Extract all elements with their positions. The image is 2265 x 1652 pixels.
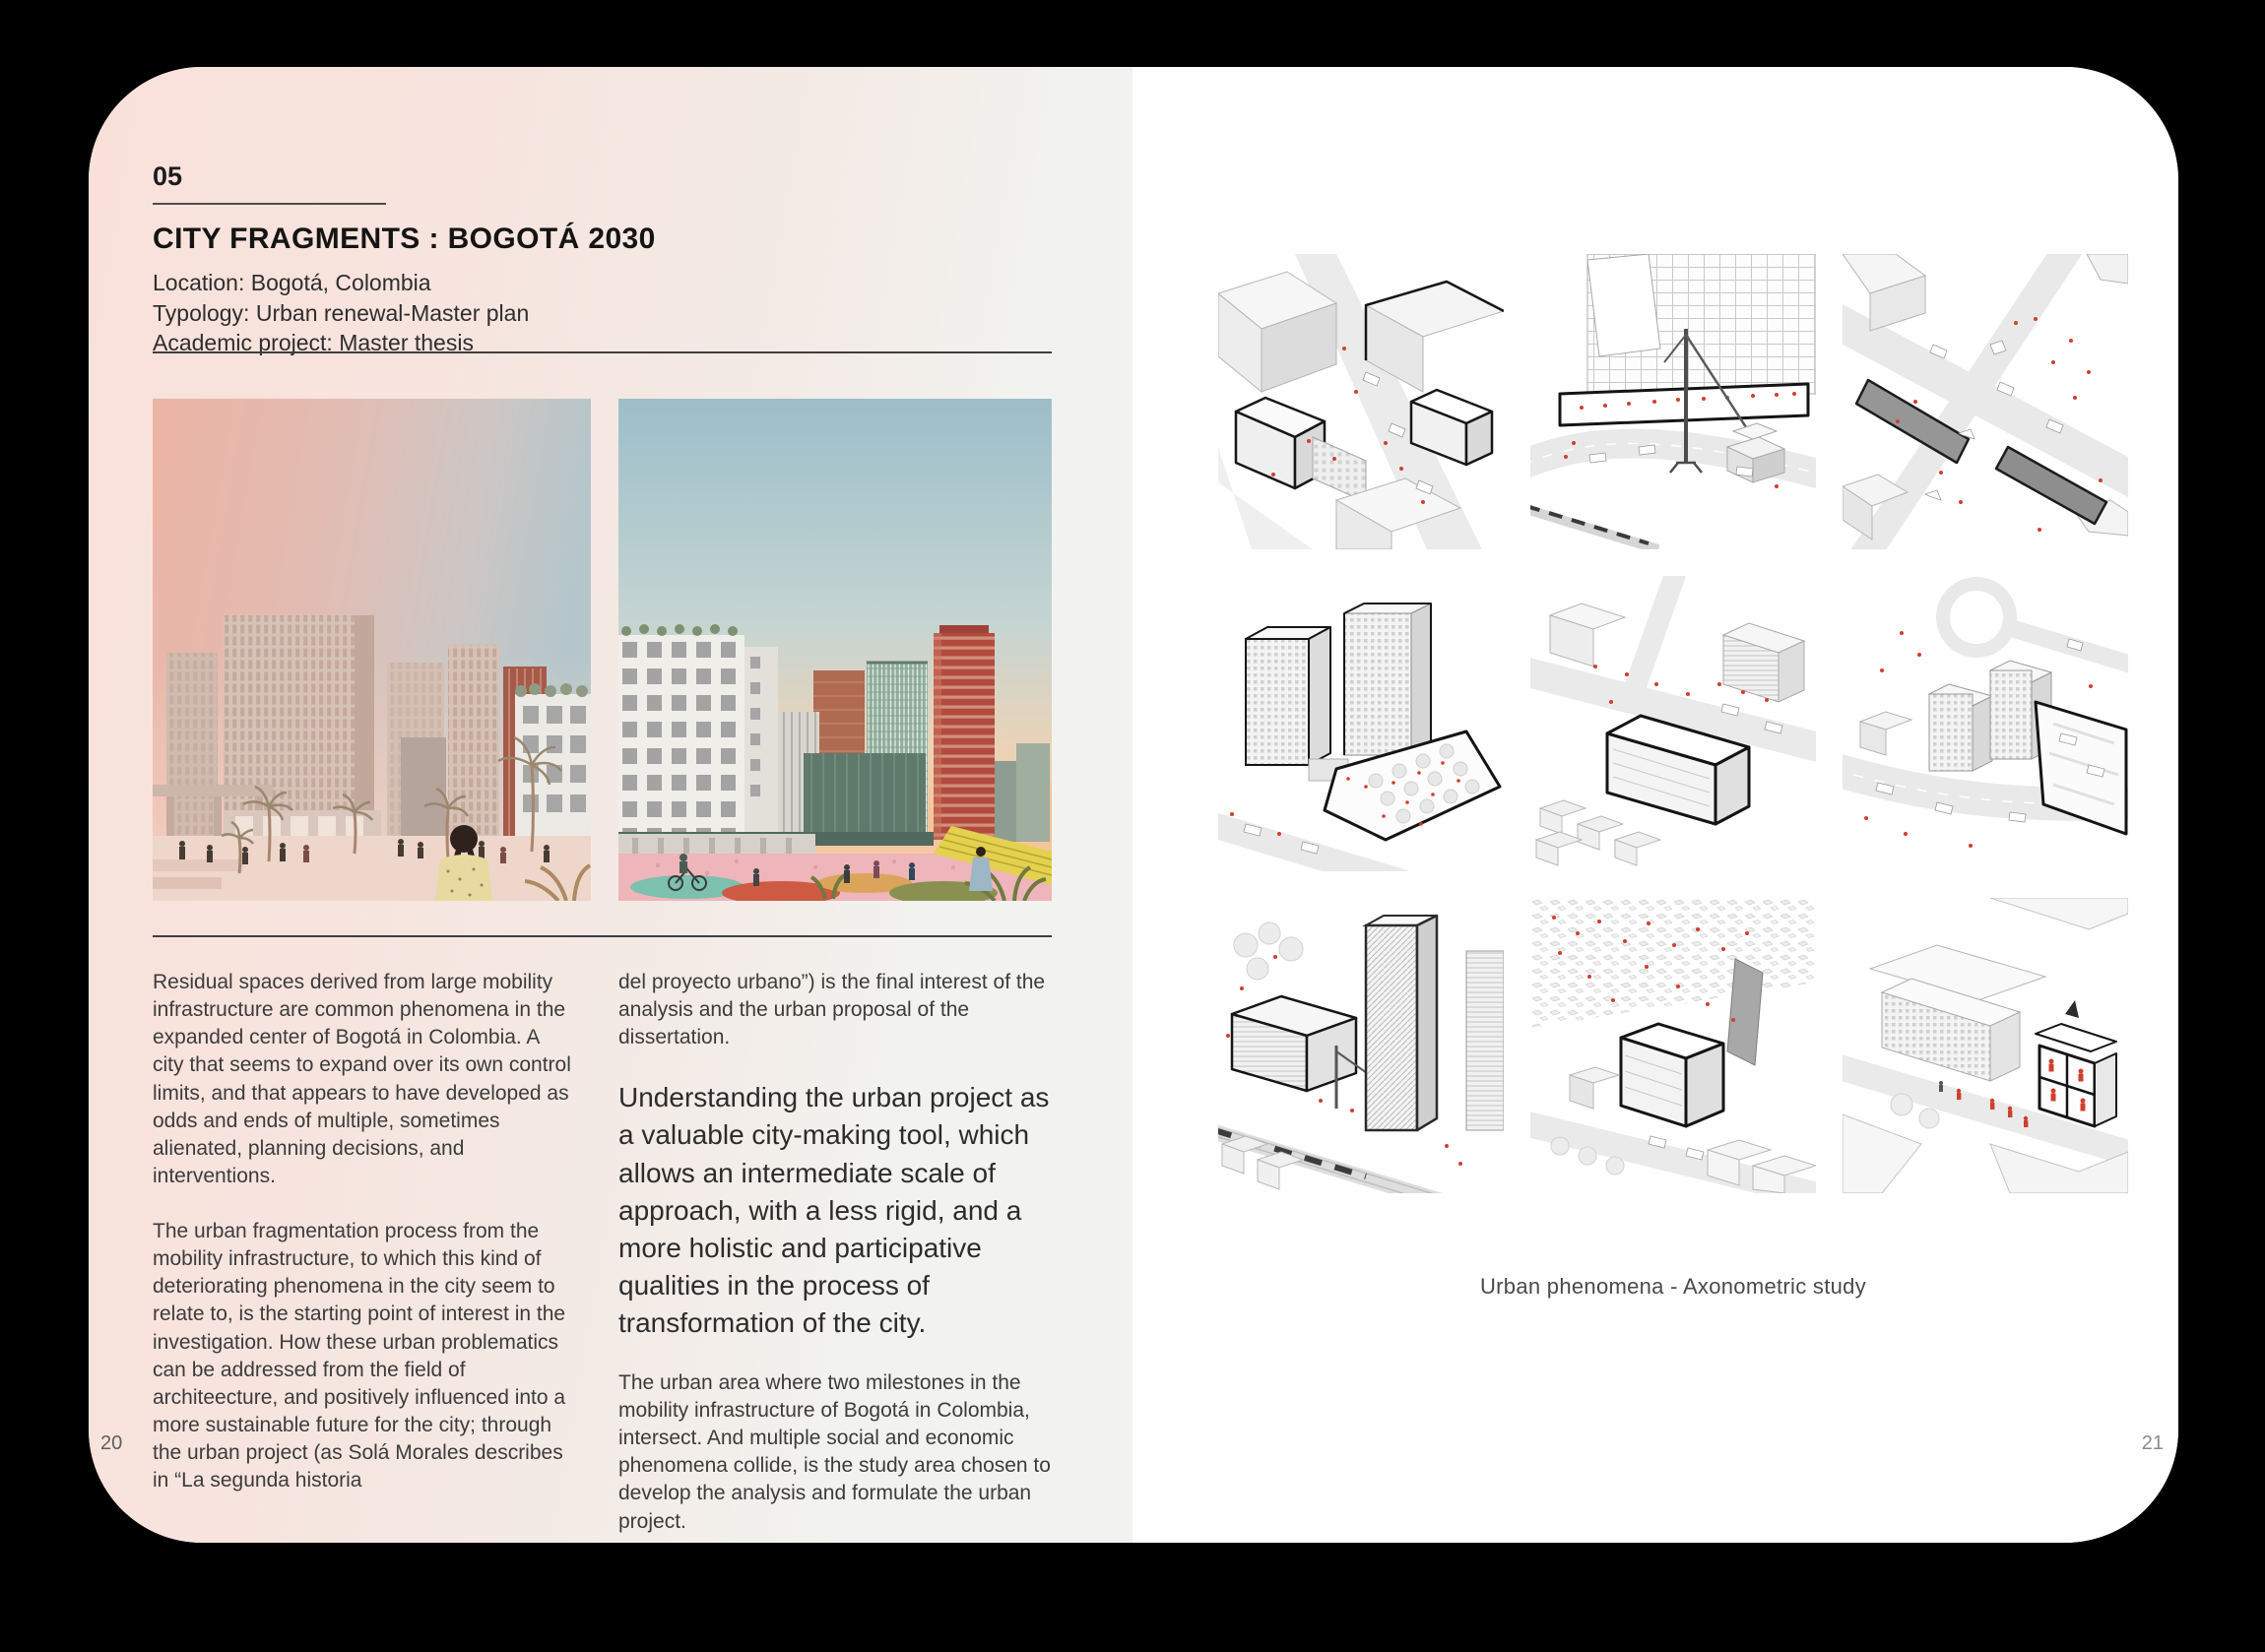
axonometric-study-1	[1218, 254, 1504, 549]
paragraph: Residual spaces derived from large mobility infrastructure are common phenomena in the expanded center of Bogotá in Colombia. A city that seems to expand over its own control limits, and that appears to have developed as odds and ends of multiple, sometimes alienated, planning decisions, and interventions.	[153, 971, 571, 1187]
project-index: 05	[153, 161, 183, 191]
paragraph: The urban area where two milestones in the mobility infrastructure of Bogotá in Colombia, intersect. And multiple social and economic phenomena collide, is the study area chosen to develop the analysis and formulate the urban project.	[618, 1370, 1051, 1533]
paragraph: The urban fragmentation process from the mobility infrastructure, to which this kind of deteriorating phenomena in the city seem to relate to, is the starting point of interest in the investigation. How these urban problematics can be addressed from the field of architeecture, and positively influenced into a more sustainable future for the city; through the urban project (as Solá Morales describes in “La segunda historia	[153, 1220, 566, 1493]
meta-academic: Academic project: Master thesis	[153, 330, 474, 356]
axonometric-study-8	[1530, 898, 1816, 1193]
axonometric-study-9	[1843, 898, 2128, 1193]
portfolio-spread	[89, 67, 2178, 1543]
axonometric-grid	[1218, 254, 2128, 1193]
page-number-left: 20	[100, 1432, 123, 1454]
axonometric-study-5	[1530, 576, 1816, 871]
axonometric-study-2	[1530, 254, 1816, 549]
body-column-2	[618, 969, 1052, 1543]
page-number-right: 21	[2141, 1432, 2164, 1454]
figure-plaza-render	[618, 399, 1052, 901]
pull-quote: Understanding the urban project as a valuable city-making tool, which allows an intermediate scale of approach, with a less rigid, and a more holistic and participative qualities in the process of transformation of the city.	[618, 1082, 1050, 1338]
body-column-1	[153, 969, 574, 1522]
axonometric-study-4	[1218, 576, 1504, 871]
axonometric-study-7	[1218, 898, 1504, 1193]
divider-top	[153, 351, 1052, 353]
meta-location: Location: Bogotá, Colombia	[153, 270, 431, 295]
axonometric-study-3	[1843, 254, 2128, 549]
meta-typology: Typology: Urban renewal-Master plan	[153, 299, 530, 326]
page-left	[89, 67, 1132, 1543]
page-right	[1132, 67, 2178, 1543]
street-render-illustration	[153, 399, 591, 901]
axonometric-study-6	[1843, 576, 2128, 871]
project-title: CITY FRAGMENTS : BOGOTÁ 2030	[153, 222, 656, 255]
project-meta	[153, 268, 529, 358]
figure-caption: Urban phenomena - Axonometric study	[1479, 1274, 1867, 1299]
figure-street-render	[153, 399, 591, 901]
index-underline	[153, 203, 386, 205]
plaza-render-illustration	[618, 399, 1052, 901]
paragraph: del proyecto urbano”) is the final interest of the analysis and the urban proposal of the dissertation.	[618, 971, 1046, 1049]
divider-bottom	[153, 935, 1052, 937]
